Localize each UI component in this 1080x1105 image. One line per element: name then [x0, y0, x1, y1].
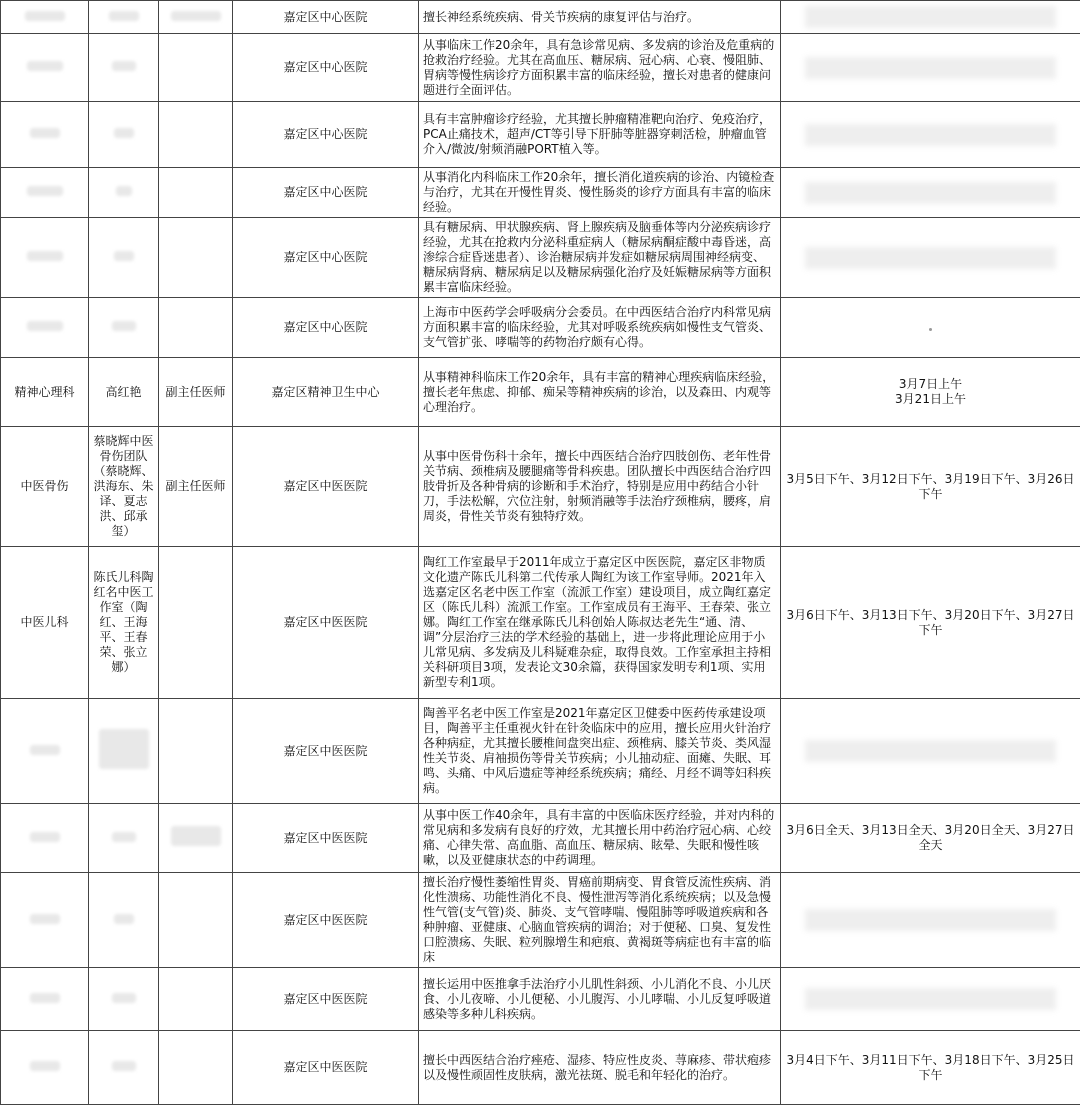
desc-cell: 从事中医骨伤科十余年，擅长中西医结合治疗四肢创伤、老年性骨关节病、颈椎病及腰腿痛等骨科疾患。团队擅长中西医结合治疗四肢骨折及各种骨病的诊断和手术治疗，特别是应用中药结合小针刀，手法松解，穴位注射，射频消融等手法治疗颈椎病，腰疼，肩周炎，骨性关节炎有独特疗效。: [419, 427, 781, 547]
dept-cell: 精神心理科: [1, 358, 89, 427]
schedule-cell: [781, 699, 1080, 804]
hospital-cell: 嘉定区中心医院: [233, 1, 419, 34]
title-cell: 副主任医师: [159, 358, 233, 427]
schedule-cell: 3月6日下午、3月13日下午、3月20日下午、3月27日下午: [781, 547, 1080, 699]
dept-cell: [1, 968, 89, 1031]
doctor-cell: [89, 1, 159, 34]
hospital-cell: 嘉定区中医医院: [233, 804, 419, 873]
title-cell: 副主任医师: [159, 427, 233, 547]
dept-cell: [1, 1, 89, 34]
hospital-cell: 嘉定区中医医院: [233, 1031, 419, 1105]
desc-cell: 陶红工作室最早于2011年成立于嘉定区中医医院，嘉定区非物质文化遗产陈氏儿科第二代传承人陶红为该工作室导师。2021年入选嘉定区名老中医工作室（流派工作室）建设项目，成立陶红嘉定区（陈氏儿科）流派工作室。工作室成员有王海平、王春荣、张立娜。陶红工作室在继承陈氏儿科创始人陈叔达老先生“通、清、调”分层治疗三法的学术经验的基础上，进一步将此理论应用于小儿常见病、多发病及儿科疑难杂症，取得良效。工作室承担主持相关科研项目3项，发表论文30余篇，获得国家发明专利1项、实用新型专利1项。: [419, 547, 781, 699]
dept-cell: [1, 699, 89, 804]
desc-cell: 具有丰富肿瘤诊疗经验，尤其擅长肿瘤精准靶向治疗、免疫治疗，PCA止痛技术，超声/CT等引导下肝肺等脏器穿刺活检，肿瘤血管介入/微波/射频消融PORT植入等。: [419, 102, 781, 168]
desc-cell: 擅长神经系统疾病、骨关节疾病的康复评估与治疗。: [419, 1, 781, 34]
dept-cell: [1, 102, 89, 168]
hospital-cell: 嘉定区中医医院: [233, 547, 419, 699]
desc-cell: 具有糖尿病、甲状腺疾病、肾上腺疾病及脑垂体等内分泌疾病诊疗经验，尤其在抢救内分泌科重症病人（糖尿病酮症酸中毒昏迷，高渗综合症昏迷患者）、诊治糖尿病并发症如糖尿病周围神经病变、糖尿病肾病、糖尿病足以及糖尿病强化治疗及妊娠糖尿病等方面积累丰富临床经验。: [419, 218, 781, 298]
title-cell: [159, 168, 233, 218]
title-cell: [159, 218, 233, 298]
dept-cell: [1, 218, 89, 298]
doctor-cell: [89, 699, 159, 804]
table-row: [1, 1031, 1080, 1105]
doctor-cell: [89, 102, 159, 168]
table-row: [1, 873, 1080, 968]
doctor-cell: [89, 298, 159, 358]
dept-cell: [1, 1031, 89, 1105]
hospital-cell: 嘉定区中心医院: [233, 298, 419, 358]
schedule-cell: [781, 1, 1080, 34]
doctor-cell: [89, 873, 159, 968]
title-cell: [159, 102, 233, 168]
hospital-cell: 嘉定区中医医院: [233, 968, 419, 1031]
doctor-cell: [89, 34, 159, 102]
table-row: [1, 699, 1080, 804]
title-cell: [159, 873, 233, 968]
desc-cell: 从事精神科临床工作20余年，具有丰富的精神心理疾病临床经验，擅长老年焦虑、抑郁、痴呆等精神疾病的诊治，以及森田、内观等心理治疗。: [419, 358, 781, 427]
desc-cell: 陶善平名老中医工作室是2021年嘉定区卫健委中医药传承建设项目，陶善平主任重视火针在针灸临床中的应用，擅长应用火针治疗各种病症，尤其擅长腰椎间盘突出症、颈椎病、膝关节炎、类风湿性关节炎、肩袖损伤等骨关节疾病；小儿抽动症、面瘫、失眠、耳鸣、头痛、中风后遗症等神经系统疾病；痛经、月经不调等妇科疾病。: [419, 699, 781, 804]
doctor-cell: [89, 218, 159, 298]
table-row: [1, 358, 1080, 427]
hospital-cell: 嘉定区中医医院: [233, 427, 419, 547]
hospital-cell: 嘉定区中心医院: [233, 102, 419, 168]
desc-cell: 擅长中西医结合治疗痤疮、湿疹、特应性皮炎、荨麻疹、带状疱疹以及慢性顽固性皮肤病，激光祛斑、脱毛和年轻化的治疗。: [419, 1031, 781, 1105]
table-row: [1, 427, 1080, 547]
doctor-cell: [89, 1031, 159, 1105]
desc-cell: 擅长运用中医推拿手法治疗小儿肌性斜颈、小儿消化不良、小儿厌食、小儿夜啼、小儿便秘、小儿腹泻、小儿哮喘、小儿反复呼吸道感染等多种儿科疾病。: [419, 968, 781, 1031]
schedule-cell: [781, 168, 1080, 218]
desc-cell: 从事中医工作40余年，具有丰富的中医临床医疗经验，并对内科的常见病和多发病有良好的疗效，尤其擅长用中药治疗冠心病、心绞痛、心律失常、高血脂、高血压、糖尿病、眩晕、失眠和慢性咳嗽，以及亚健康状态的中药调理。: [419, 804, 781, 873]
hospital-cell: 嘉定区中心医院: [233, 34, 419, 102]
schedule-cell: 3月4日下午、3月11日下午、3月18日下午、3月25日下午: [781, 1031, 1080, 1105]
doctor-cell: 陈氏儿科陶红名中医工作室（陶红、王海平、王春荣、张立娜）: [89, 547, 159, 699]
desc-cell: 擅长治疗慢性萎缩性胃炎、胃癌前期病变、胃食管反流性疾病、消化性溃疡、功能性消化不良、慢性泄泻等消化系统疾病；以及急慢性气管(支气管)炎、肺炎、支气管哮喘、慢阻肺等呼吸道疾病和各种肿瘤、亚健康、心脑血管疾病的调治；对于便秘、口臭、复发性口腔溃疡、失眠、粒列腺增生和疤痕、黄褐斑等病症也有丰富的临床: [419, 873, 781, 968]
table-row: [1, 547, 1080, 699]
mark-dot: [929, 328, 932, 331]
title-cell: [159, 298, 233, 358]
schedule-cell: [781, 34, 1080, 102]
schedule-cell: [781, 102, 1080, 168]
dept-cell: [1, 873, 89, 968]
doctor-cell: [89, 968, 159, 1031]
table-row: [1, 1, 1080, 34]
table-row: [1, 168, 1080, 218]
title-cell: [159, 1, 233, 34]
table-row: [1, 298, 1080, 358]
title-cell: [159, 1031, 233, 1105]
schedule-cell: 3月7日上午 3月21日上午: [781, 358, 1080, 427]
schedule-cell: [781, 968, 1080, 1031]
hospital-cell: 嘉定区精神卫生中心: [233, 358, 419, 427]
title-cell: [159, 699, 233, 804]
doctor-cell: 蔡晓辉中医骨伤团队（蔡晓辉、洪海东、朱译、夏志洪、邱承玺）: [89, 427, 159, 547]
title-cell: [159, 804, 233, 873]
desc-cell: 上海市中医药学会呼吸病分会委员。在中西医结合治疗内科常见病方面积累丰富的临床经验，尤其对呼吸系统疾病如慢性支气管炎、支气管扩张、哮喘等的药物治疗颇有心得。: [419, 298, 781, 358]
hospital-cell: 嘉定区中医医院: [233, 873, 419, 968]
dept-cell: 中医骨伤: [1, 427, 89, 547]
table-row: [1, 218, 1080, 298]
dept-cell: 中医儿科: [1, 547, 89, 699]
table-row: [1, 968, 1080, 1031]
schedule-cell: 3月6日全天、3月13日全天、3月20日全天、3月27日全天: [781, 804, 1080, 873]
desc-cell: 从事消化内科临床工作20余年，擅长消化道疾病的诊治、内镜检查与治疗，尤其在开慢性胃炎、慢性肠炎的诊疗方面具有丰富的临床经验。: [419, 168, 781, 218]
schedule-cell: [781, 873, 1080, 968]
desc-cell: 从事临床工作20余年，具有急诊常见病、多发病的诊治及危重病的抢救治疗经验。尤其在高血压、糖尿病、冠心病、心衰、慢阻肺、胃病等慢性病诊疗方面积累丰富的临床经验，擅长对患者的健康问题进行全面评估。: [419, 34, 781, 102]
dept-cell: [1, 168, 89, 218]
hospital-cell: 嘉定区中心医院: [233, 218, 419, 298]
dept-cell: [1, 804, 89, 873]
hospital-cell: 嘉定区中心医院: [233, 168, 419, 218]
doctor-cell: [89, 168, 159, 218]
title-cell: [159, 34, 233, 102]
dept-cell: [1, 34, 89, 102]
schedule-cell: 3月5日下午、3月12日下午、3月19日下午、3月26日下午: [781, 427, 1080, 547]
table-row: [1, 804, 1080, 873]
schedule-cell: [781, 298, 1080, 358]
title-cell: [159, 547, 233, 699]
table-row: [1, 34, 1080, 102]
schedule-cell: [781, 218, 1080, 298]
doctor-cell: 高红艳: [89, 358, 159, 427]
table-row: [1, 102, 1080, 168]
hospital-cell: 嘉定区中医医院: [233, 699, 419, 804]
dept-cell: [1, 298, 89, 358]
title-cell: [159, 968, 233, 1031]
doctor-cell: [89, 804, 159, 873]
